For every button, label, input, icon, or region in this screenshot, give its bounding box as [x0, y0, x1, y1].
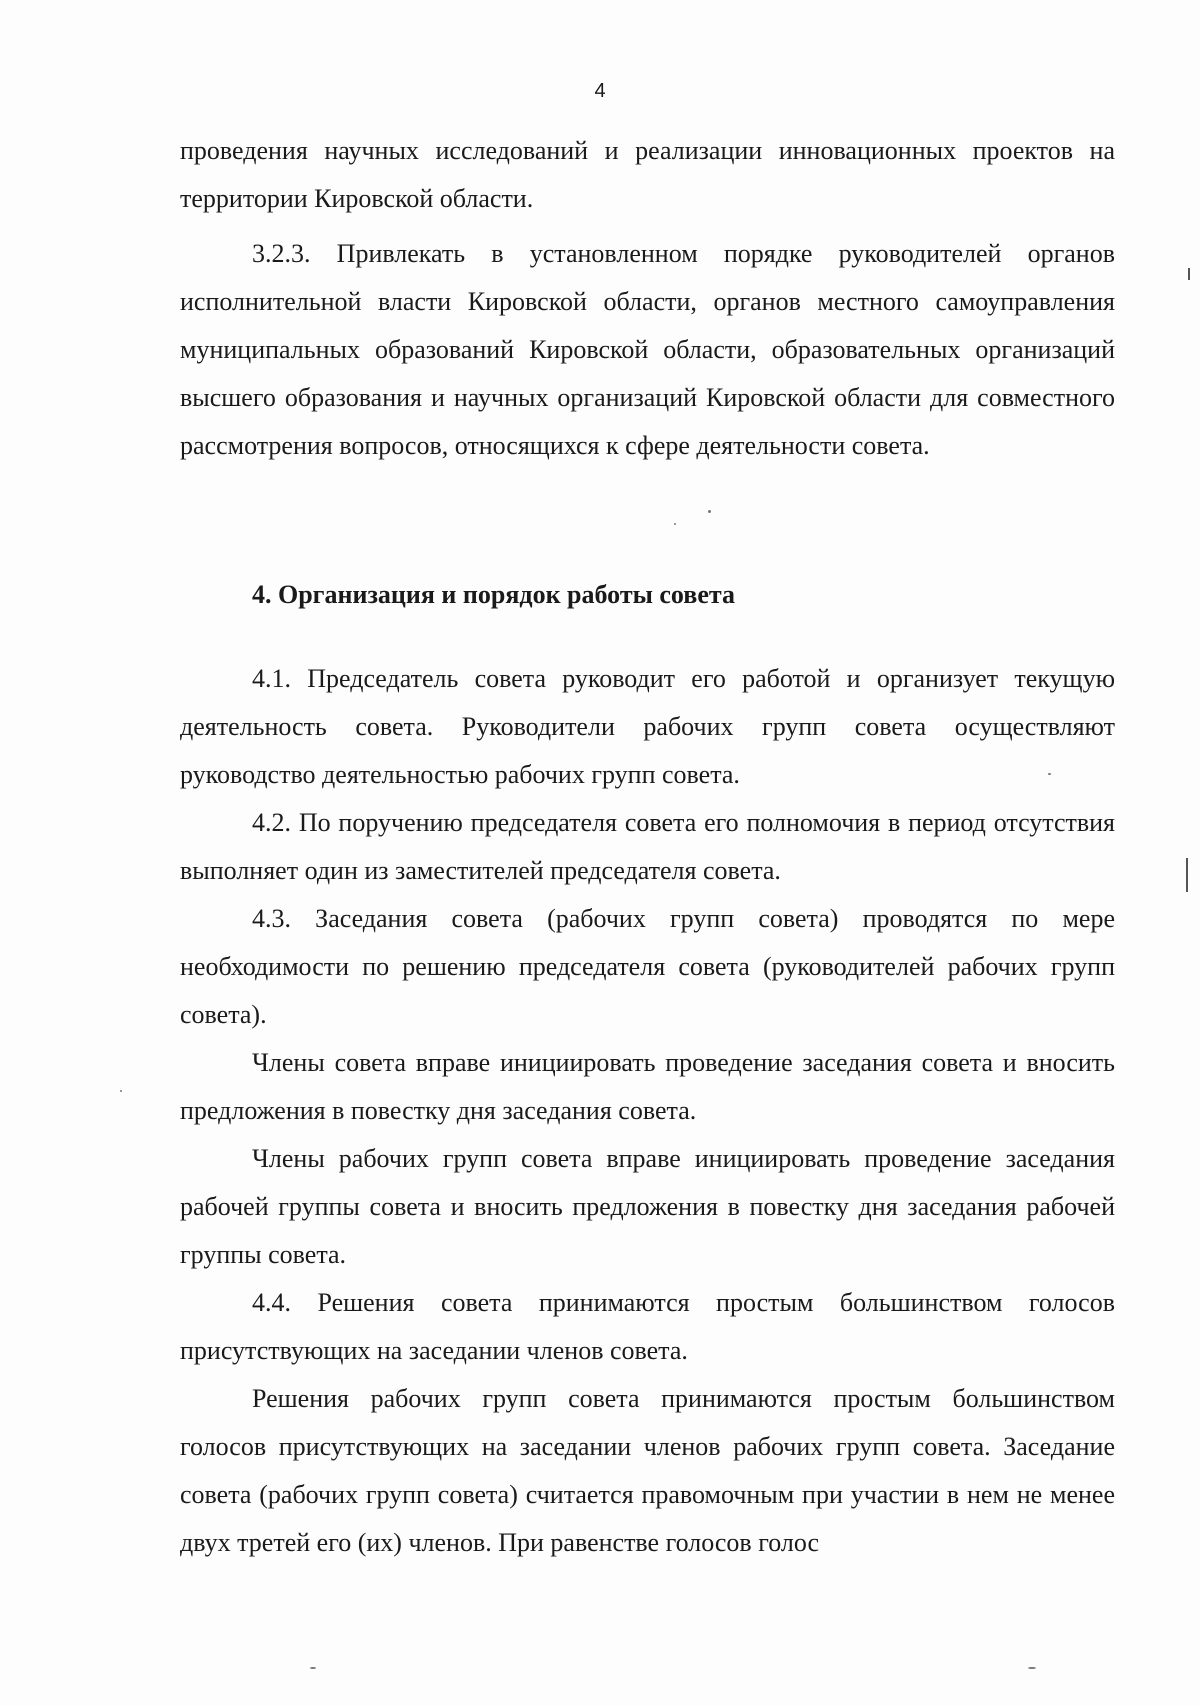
section-body [180, 655, 1115, 1567]
paragraph: проведения научных исследований и реализации инновационных проектов на территории Кировской области. [180, 136, 1115, 213]
scan-edge-mark [1188, 268, 1190, 280]
continuation-paragraph [180, 127, 1115, 223]
scan-speck [674, 523, 676, 525]
paragraph: 4.4. Решения совета принимаются простым большинством голосов присутствующих на заседании членов совета. [180, 1288, 1115, 1365]
scan-speck [708, 510, 711, 513]
paragraph: 3.2.3. Привлекать в установленном порядке руководителей органов исполнительной власти Кировской области, органов местного самоуправления муниципальных образований Кировской области, образовательных организаций высшего образования и научных организаций Кировской области для совместного рассмотрения вопросов, относящихся к сфере деятельности совета. [180, 239, 1115, 460]
paragraph: Члены совета вправе инициировать проведение заседания совета и вносить предложения в повестку дня заседания совета. [180, 1048, 1115, 1125]
page-number: 4 [594, 80, 606, 102]
paragraph: Члены рабочих групп совета вправе инициировать проведение заседания рабочей группы совета и вносить предложения в повестку дня заседания рабочей группы совета. [180, 1144, 1115, 1269]
scan-edge-mark [1186, 858, 1188, 892]
scan-speck [1028, 1667, 1036, 1669]
clause-3-2-3 [180, 230, 1115, 470]
paragraph: 4.3. Заседания совета (рабочих групп совета) проводятся по мере необходимости по решению председателя совета (руководителей рабочих групп совета). [180, 904, 1115, 1029]
scan-speck [120, 1090, 122, 1092]
scan-speck [310, 1667, 316, 1669]
paragraph: Решения рабочих групп совета принимаются простым большинством голосов присутствующих на заседании членов рабочих групп совета. Заседание совета (рабочих групп совета) считается правомочным при участии в нем не менее двух третей его (их) членов. При равенстве голосов голос [180, 1384, 1115, 1557]
paragraph: 4.1. Председатель совета руководит его работой и организует текущую деятельность совета. Руководители рабочих групп совета осуществляют руководство деятельностью рабочих групп совета. [180, 664, 1115, 789]
section-heading: 4. Организация и порядок работы совета [252, 580, 735, 609]
paragraph: 4.2. По поручению председателя совета его полномочия в период отсутствия выполняет один из заместителей председателя совета. [180, 808, 1115, 885]
scan-speck [1048, 773, 1051, 775]
